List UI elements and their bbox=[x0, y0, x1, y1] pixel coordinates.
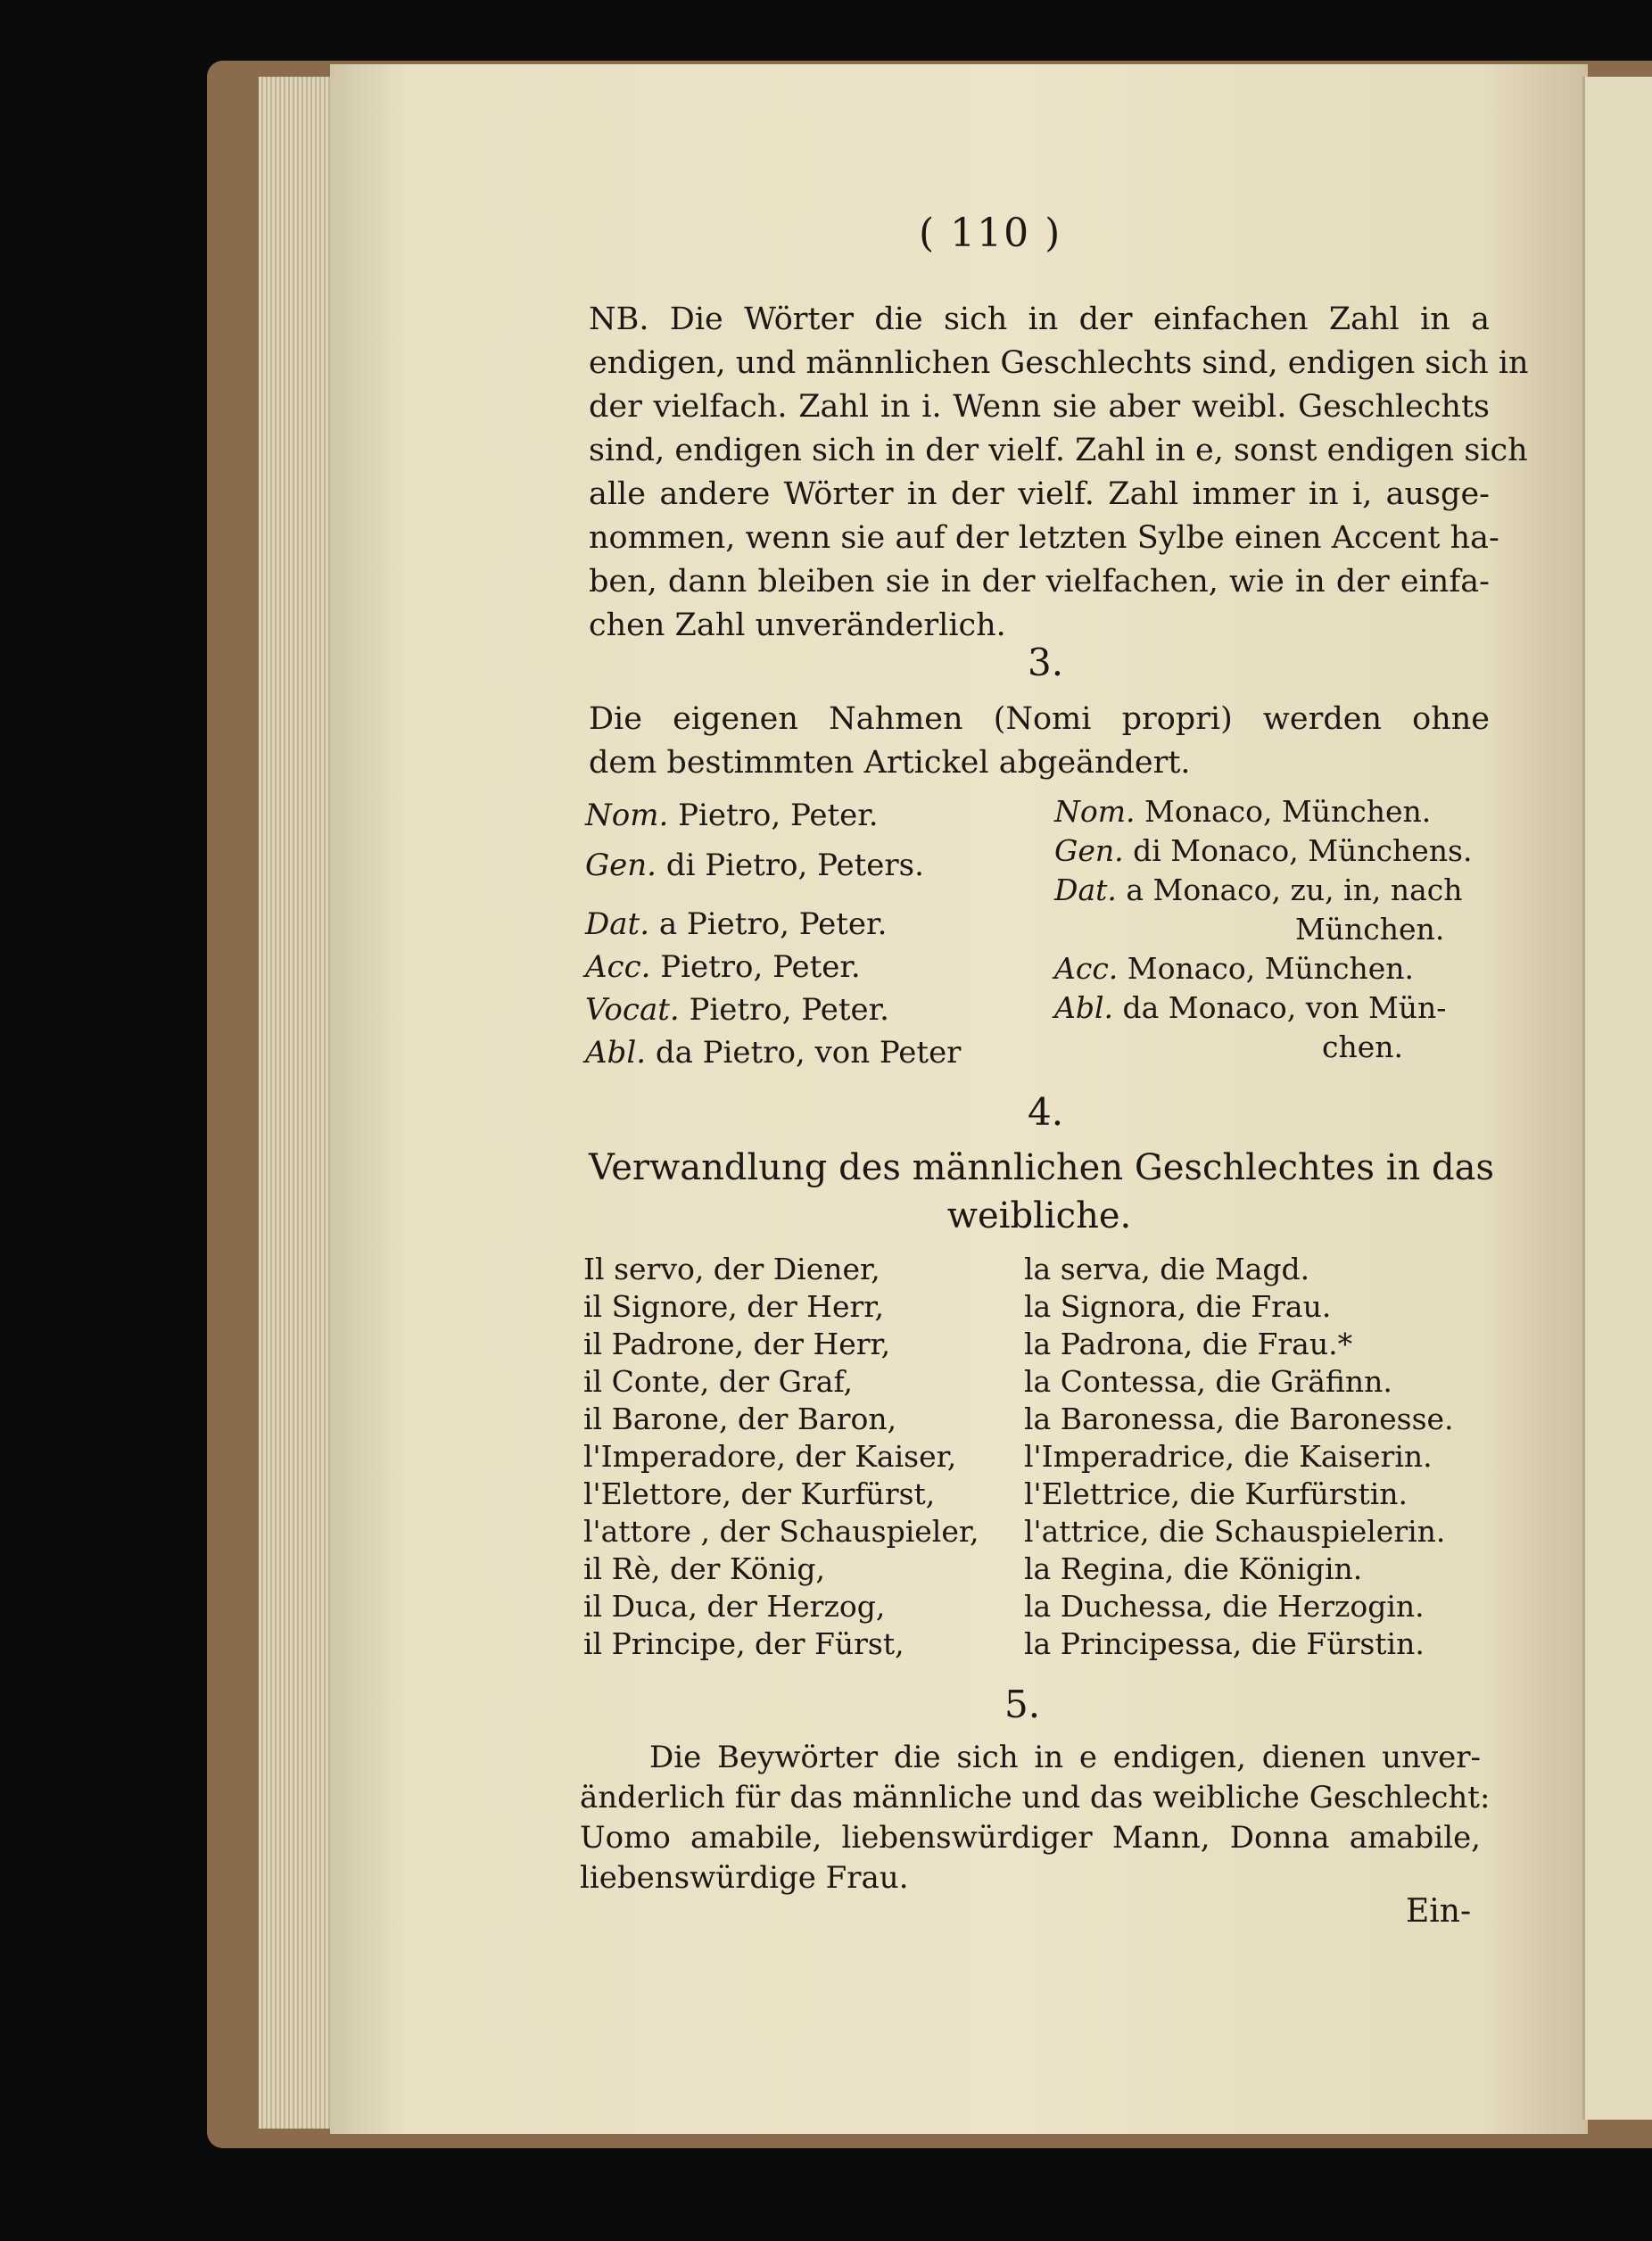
list-item: la Regina, die Königin. bbox=[1024, 1551, 1363, 1586]
declension-row: Acc. Pietro, Peter. bbox=[585, 949, 861, 985]
section-5-text bbox=[580, 1738, 1491, 1898]
list-item: il Principe, der Fürst, bbox=[583, 1626, 904, 1661]
section-5-line: Die Beywörter die sich in e endigen, dienen unver- bbox=[649, 1740, 1481, 1775]
list-item: la Duchessa, die Herzogin. bbox=[1024, 1589, 1425, 1624]
section-4-heading-line: Verwandlung des männlichen Geschlechtes in das bbox=[589, 1147, 1494, 1188]
page-number: ( 110 ) bbox=[919, 211, 1062, 256]
nb-line: ben, dann bleiben sie in der vielfachen, wie in der einfa- bbox=[589, 564, 1490, 600]
feminine-list bbox=[1024, 1251, 1454, 1663]
list-item: l'attore , der Schauspieler, bbox=[583, 1514, 979, 1549]
nb-line: endigen, und männlichen Geschlechts sind, endigen sich in bbox=[589, 345, 1529, 381]
declension-row: Gen. di Monaco, Münchens. bbox=[1054, 833, 1473, 868]
facing-page-edge bbox=[1582, 77, 1652, 2120]
section-3-line: dem bestimmten Artickel abgeändert. bbox=[589, 745, 1191, 781]
nb-line: der vielfach. Zahl in i. Wenn sie aber weibl. Geschlechts bbox=[589, 389, 1490, 425]
list-item: il Duca, der Herzog, bbox=[583, 1589, 886, 1624]
nb-line: NB. Die Wörter die sich in der einfachen Zahl in a bbox=[589, 302, 1490, 337]
declension-row: Dat. a Pietro, Peter. bbox=[585, 906, 888, 942]
declension-row: Abl. da Pietro, von Peter bbox=[585, 1035, 962, 1071]
page-edges bbox=[259, 77, 339, 2129]
section-5-line: Uomo amabile, liebenswürdiger Mann, Donna amabile, bbox=[580, 1820, 1481, 1856]
section-4-heading-line: weibliche. bbox=[946, 1195, 1132, 1236]
nb-line: alle andere Wörter in der vielf. Zahl immer in i, ausge- bbox=[589, 476, 1490, 512]
section-4-number: 4. bbox=[1028, 1090, 1064, 1134]
nb-line: nommen, wenn sie auf der letzten Sylbe einen Accent ha- bbox=[589, 520, 1499, 556]
section-4-heading bbox=[589, 1144, 1494, 1240]
declension-pietro bbox=[585, 794, 961, 1074]
list-item: l'Imperadrice, die Kaiserin. bbox=[1024, 1439, 1433, 1474]
list-item: l'attrice, die Schauspielerin. bbox=[1024, 1514, 1446, 1549]
declension-row: Nom. Pietro, Peter. bbox=[585, 798, 879, 833]
section-5-line: liebenswürdige Frau. bbox=[580, 1860, 909, 1896]
nb-line: chen Zahl unveränderlich. bbox=[589, 608, 1006, 643]
list-item: la Padrona, die Frau.* bbox=[1024, 1327, 1353, 1361]
list-item: il Conte, der Graf, bbox=[583, 1364, 853, 1399]
section-3-text bbox=[589, 698, 1490, 785]
list-item: Il servo, der Diener, bbox=[583, 1252, 880, 1286]
section-3-line: Die eigenen Nahmen (Nomi propri) werden ohne bbox=[589, 701, 1490, 737]
list-item: il Signore, der Herr, bbox=[583, 1289, 884, 1324]
list-item: l'Elettrice, die Kurfürstin. bbox=[1024, 1476, 1408, 1511]
declension-row: Dat. a Monaco, zu, in, nach bbox=[1054, 872, 1463, 907]
declension-row: München. bbox=[1295, 912, 1445, 947]
declension-row: Gen. di Pietro, Peters. bbox=[585, 848, 924, 883]
list-item: il Rè, der König, bbox=[583, 1551, 825, 1586]
masculine-list bbox=[583, 1251, 979, 1663]
catchword: Ein- bbox=[1406, 1893, 1472, 1930]
list-item: la Signora, die Frau. bbox=[1024, 1289, 1332, 1324]
nb-paragraph bbox=[589, 298, 1529, 648]
list-item: l'Elettore, der Kurfürst, bbox=[583, 1476, 936, 1511]
list-item: la Principessa, die Fürstin. bbox=[1024, 1626, 1425, 1661]
declension-monaco bbox=[1054, 792, 1472, 1067]
list-item: la Contessa, die Gräfinn. bbox=[1024, 1364, 1392, 1399]
declension-row: Acc. Monaco, München. bbox=[1054, 951, 1415, 986]
list-item: la serva, die Magd. bbox=[1024, 1252, 1310, 1286]
section-3-number: 3. bbox=[1028, 641, 1064, 684]
list-item: la Baronessa, die Baronesse. bbox=[1024, 1402, 1454, 1436]
declension-row: Vocat. Pietro, Peter. bbox=[585, 992, 889, 1028]
declension-row: chen. bbox=[1322, 1030, 1404, 1064]
section-5-line: änderlich für das männliche und das weibliche Geschlecht: bbox=[580, 1780, 1491, 1815]
declension-row: Abl. da Monaco, von Mün- bbox=[1054, 990, 1447, 1025]
section-5-number: 5. bbox=[1004, 1683, 1041, 1726]
declension-row: Nom. Monaco, München. bbox=[1054, 794, 1432, 829]
list-item: il Barone, der Baron, bbox=[583, 1402, 897, 1436]
nb-line: sind, endigen sich in der vielf. Zahl in e, sonst endigen sich bbox=[589, 433, 1528, 468]
list-item: il Padrone, der Herr, bbox=[583, 1327, 891, 1361]
list-item: l'Imperadore, der Kaiser, bbox=[583, 1439, 957, 1474]
